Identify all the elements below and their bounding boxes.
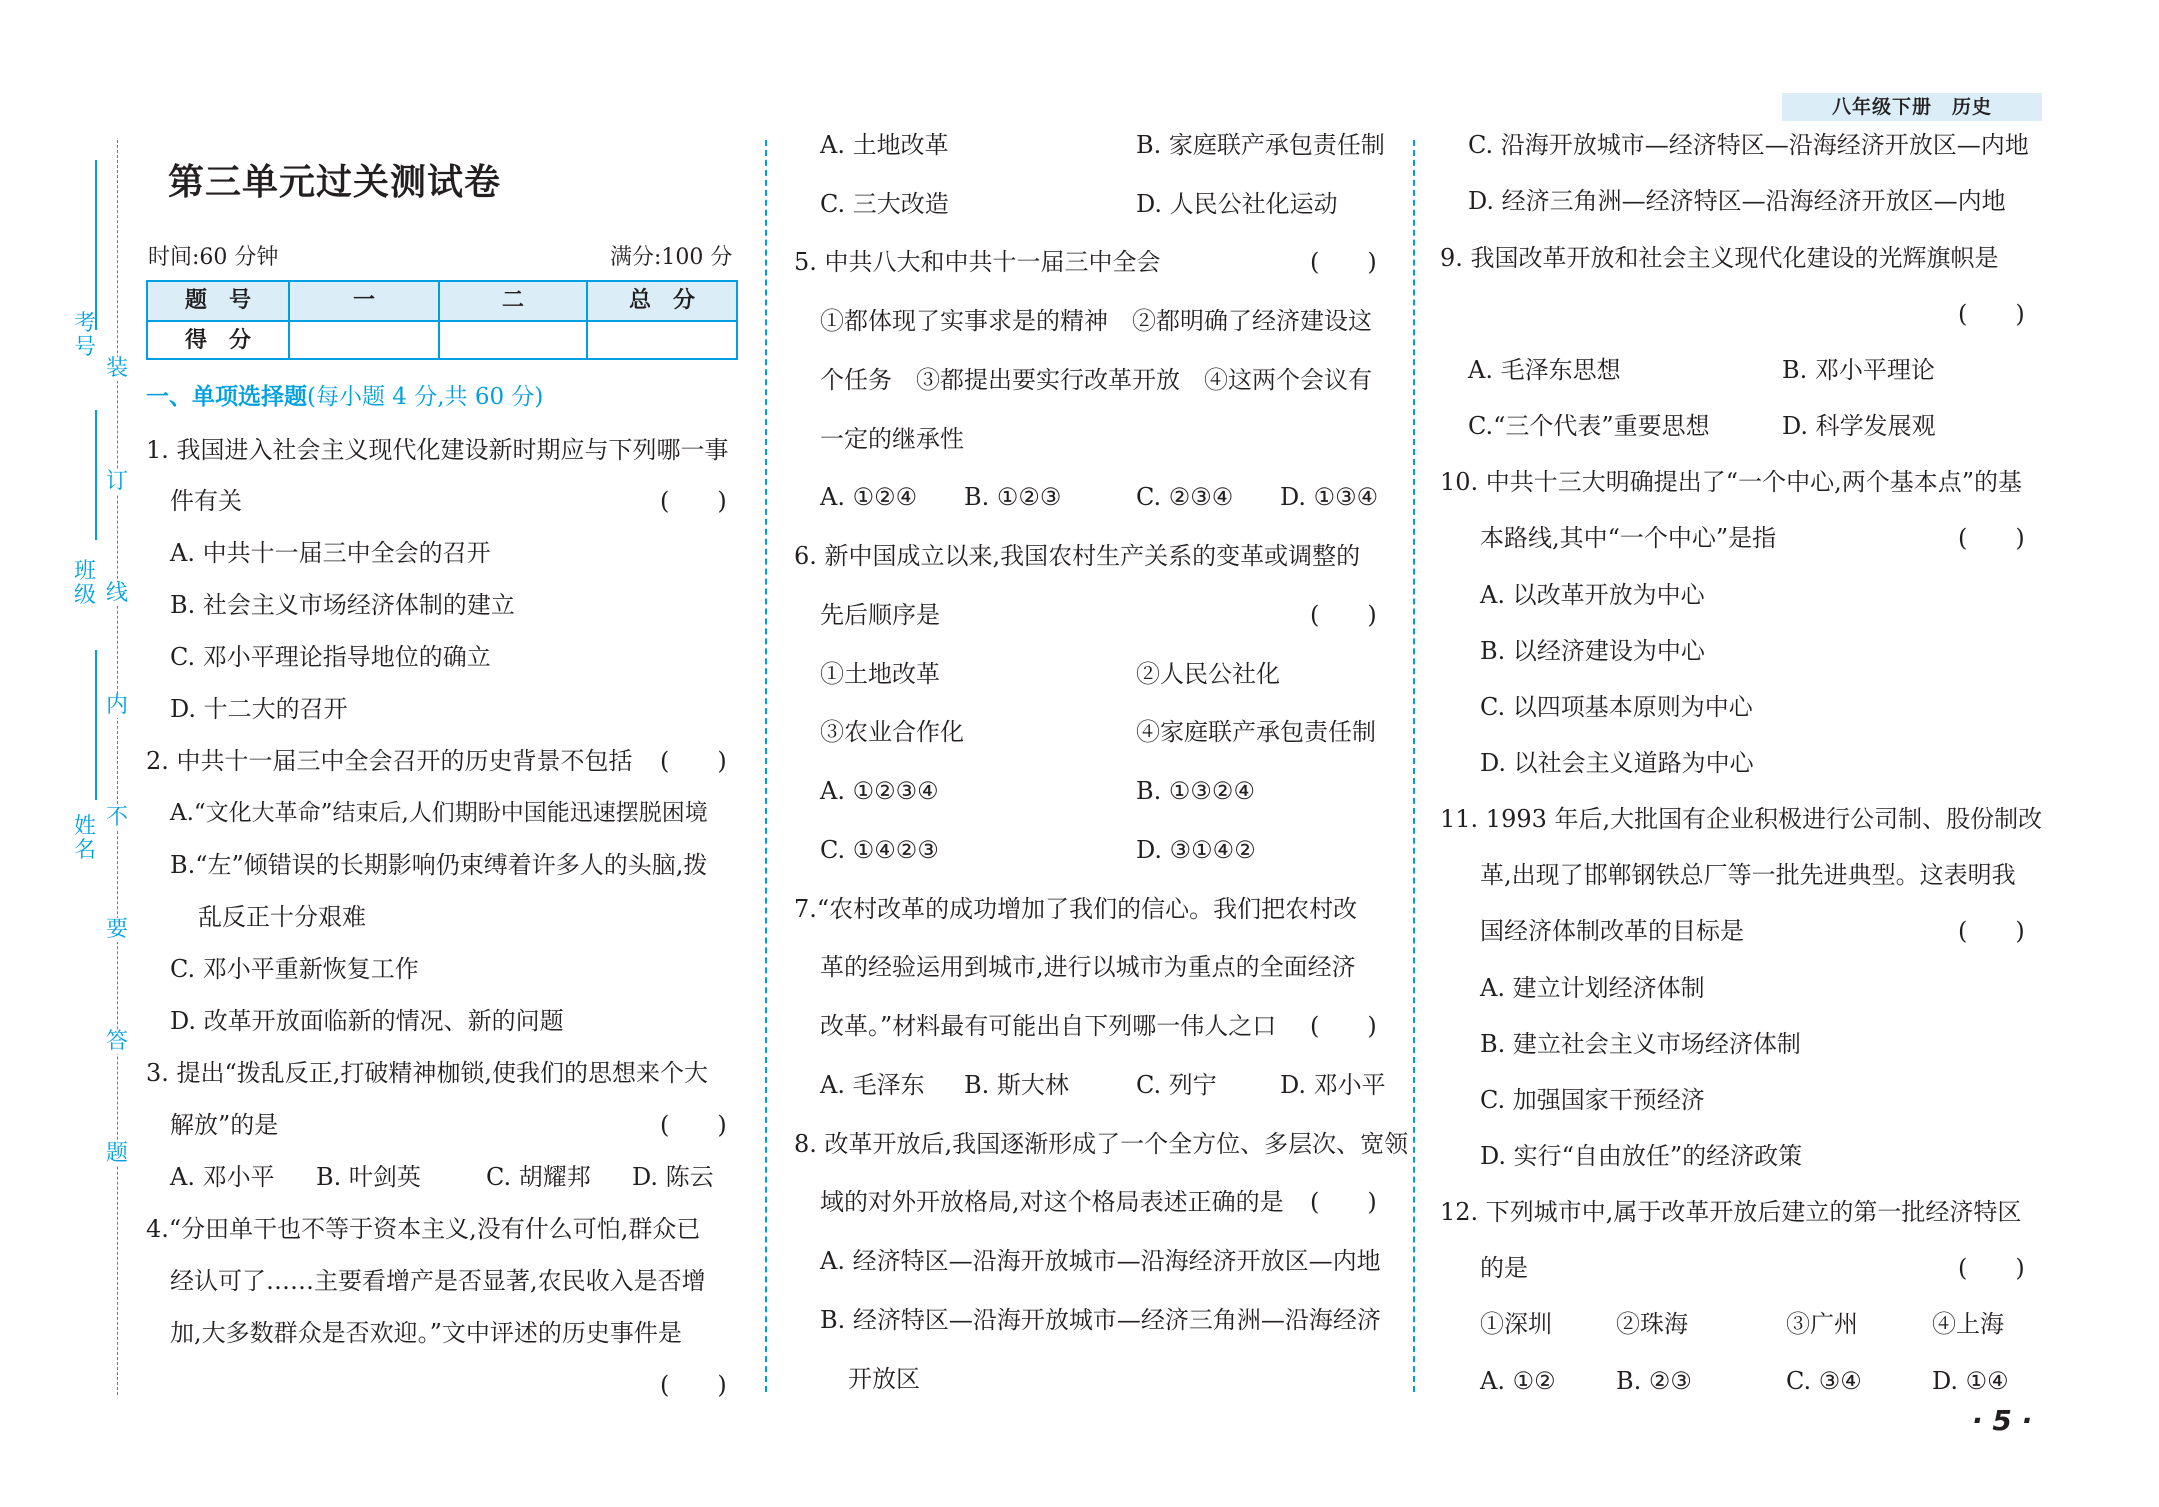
statement-text: ③农业合作化 — [820, 718, 964, 746]
question-text: 8. 改革开放后,我国逐渐形成了一个全方位、多层次、宽领 — [794, 1130, 1409, 1158]
question-text: 12. 下列城市中,属于改革开放后建立的第一批经济特区 — [1440, 1198, 2022, 1226]
answer-blank[interactable]: ( ) — [1310, 1012, 1377, 1040]
statement-text: 一定的继承性 — [820, 425, 964, 453]
question-text: 经认可了……主要看增产是否显著,农民收入是否增 — [170, 1267, 706, 1295]
answer-blank[interactable]: ( ) — [1310, 601, 1377, 629]
option-text: B. 斯大林 — [964, 1071, 1069, 1099]
option-text: D. 以社会主义道路为中心 — [1480, 749, 1754, 777]
question-text: 2. 中共十一届三中全会召开的历史背景不包括 — [146, 747, 633, 775]
option-text: C. ①④②③ — [820, 836, 939, 864]
option-text: A. 毛泽东 — [820, 1071, 925, 1099]
option-text: C. 邓小平理论指导地位的确立 — [170, 643, 491, 671]
section-note: (每小题 4 分,共 60 分) — [307, 384, 544, 410]
option-text: A. ①② — [1480, 1367, 1556, 1395]
answer-blank[interactable]: ( ) — [1310, 1188, 1377, 1216]
question-text: 9. 我国改革开放和社会主义现代化建设的光辉旗帜是 — [1440, 244, 1999, 272]
option-text: C. 以四项基本原则为中心 — [1480, 693, 1753, 721]
option-text: B. 经济特区—沿海开放城市—经济三角洲—沿海经济 — [820, 1306, 1381, 1334]
question-text: 3. 提出“拨乱反正,打破精神枷锁,使我们的思想来个大 — [146, 1059, 709, 1087]
question-text: 7.“农村改革的成功增加了我们的信心。我们把农村改 — [794, 895, 1358, 923]
statement-text: ②珠海 — [1616, 1310, 1688, 1338]
score-header-cell: 题 号 — [148, 282, 290, 320]
question-text: 域的对外开放格局,对这个格局表述正确的是 — [820, 1188, 1284, 1216]
option-text: A. ①②③④ — [820, 777, 939, 805]
option-text: C. 邓小平重新恢复工作 — [170, 955, 419, 983]
binding-char: 题 — [105, 1141, 128, 1166]
page-number: · 5 · — [1972, 1404, 2033, 1437]
score-header-cell: 一 — [290, 282, 440, 320]
binding-dashed-line — [117, 140, 118, 1395]
column-divider — [1413, 140, 1415, 1392]
answer-blank[interactable]: ( ) — [1958, 524, 2025, 552]
question-text: 4.“分田单干也不等于资本主义,没有什么可怕,群众已 — [146, 1215, 701, 1243]
option-text: A. ①②④ — [820, 483, 918, 511]
answer-blank[interactable]: ( ) — [660, 1371, 727, 1399]
option-text: B. ①③②④ — [1136, 777, 1255, 805]
option-text: B. 以经济建设为中心 — [1480, 637, 1705, 665]
score-header-cell: 二 — [440, 282, 588, 320]
question-text: 解放”的是 — [170, 1111, 279, 1139]
option-text: B. ①②③ — [964, 483, 1062, 511]
option-text: A. 建立计划经济体制 — [1480, 974, 1705, 1002]
option-text: D. 邓小平 — [1280, 1071, 1386, 1099]
question-text: 6. 新中国成立以来,我国农村生产关系的变革或调整的 — [794, 542, 1361, 570]
question-text: 10. 中共十三大明确提出了“一个中心,两个基本点”的基 — [1440, 468, 2022, 496]
option-text: D. ③①④② — [1136, 836, 1256, 864]
option-text: A. 邓小平 — [170, 1163, 275, 1191]
option-text: D. 陈云 — [632, 1163, 714, 1191]
binding-char: 线 — [105, 581, 128, 606]
statement-text: ③广州 — [1786, 1310, 1858, 1338]
binding-char: 订 — [105, 469, 128, 494]
question-text: 革的经验运用到城市,进行以城市为重点的全面经济 — [820, 953, 1356, 981]
grade-subject-tag: 八年级下册 历史 — [1782, 93, 2042, 121]
option-text: C. 胡耀邦 — [486, 1163, 591, 1191]
name-label: 姓名 — [73, 814, 96, 863]
answer-blank[interactable]: ( ) — [660, 1111, 727, 1139]
binding-char: 答 — [105, 1029, 128, 1054]
option-text: B. 社会主义市场经济体制的建立 — [170, 591, 515, 619]
answer-blank[interactable]: ( ) — [660, 747, 727, 775]
class-label: 班级 — [73, 559, 96, 608]
option-text: C. 列宁 — [1136, 1071, 1217, 1099]
option-text: C. ②③④ — [1136, 483, 1234, 511]
score-header-cell: 总 分 — [588, 282, 736, 320]
section-title: 一、单项选择题 — [146, 384, 307, 410]
binding-char: 内 — [105, 693, 128, 718]
question-text: 件有关 — [170, 487, 242, 515]
question-text: 加,大多数群众是否欢迎。”文中评述的历史事件是 — [170, 1319, 682, 1347]
option-text: B. 建立社会主义市场经济体制 — [1480, 1030, 1801, 1058]
option-text: D. 实行“自由放任”的经济政策 — [1480, 1142, 1803, 1170]
option-text: B. 家庭联产承包责任制 — [1136, 131, 1385, 159]
statement-text: ④家庭联产承包责任制 — [1136, 718, 1376, 746]
option-text: D. ①④ — [1932, 1367, 2009, 1395]
column-divider — [765, 140, 767, 1392]
option-text: D. 人民公社化运动 — [1136, 190, 1338, 218]
score-input-cell[interactable] — [440, 320, 588, 358]
statement-text: ①都体现了实事求是的精神 ②都明确了经济建设这 — [820, 307, 1372, 335]
binding-char: 要 — [105, 917, 128, 942]
question-text: 本路线,其中“一个中心”是指 — [1480, 524, 1777, 552]
binding-char: 不 — [105, 805, 128, 830]
option-text: D. 十二大的召开 — [170, 695, 348, 723]
exam-full-score: 满分:100 分 — [610, 245, 733, 270]
statement-text: 个任务 ③都提出要实行改革开放 ④这两个会议有 — [820, 366, 1372, 394]
binding-line — [95, 650, 97, 800]
statement-text: ①土地改革 — [820, 660, 940, 688]
answer-blank[interactable]: ( ) — [1958, 300, 2025, 328]
question-text: 国经济体制改革的目标是 — [1480, 917, 1744, 945]
binding-line — [95, 160, 97, 330]
question-text: 的是 — [1480, 1254, 1528, 1282]
option-text: C. 加强国家干预经济 — [1480, 1086, 1705, 1114]
question-text: 1. 我国进入社会主义现代化建设新时期应与下列哪一事 — [146, 436, 729, 464]
answer-blank[interactable]: ( ) — [1958, 917, 2025, 945]
option-text: A. 毛泽东思想 — [1468, 356, 1621, 384]
score-row-label: 得 分 — [148, 320, 290, 358]
option-text: 乱反正十分艰难 — [198, 903, 366, 931]
question-text: 先后顺序是 — [820, 601, 940, 629]
exam-title: 第三单元过关测试卷 — [168, 161, 502, 203]
option-text: D. 科学发展观 — [1782, 412, 1936, 440]
statement-text: ①深圳 — [1480, 1310, 1552, 1338]
exam-time: 时间:60 分钟 — [148, 245, 279, 270]
answer-blank[interactable]: ( ) — [660, 487, 727, 515]
section-heading — [146, 382, 543, 412]
score-input-cell[interactable] — [588, 320, 736, 358]
score-input-cell[interactable] — [290, 320, 440, 358]
option-text: A. 经济特区—沿海开放城市—沿海经济开放区—内地 — [820, 1247, 1381, 1275]
statement-text: ④上海 — [1932, 1310, 2004, 1338]
question-text: 改革。”材料最有可能出自下列哪一伟人之口 — [820, 1012, 1277, 1040]
answer-blank[interactable]: ( ) — [1958, 1254, 2025, 1282]
option-text: C.“三个代表”重要思想 — [1468, 412, 1710, 440]
option-text: D. 改革开放面临新的情况、新的问题 — [170, 1007, 564, 1035]
option-text: B. 叶剑英 — [316, 1163, 421, 1191]
option-text: A. 以改革开放为中心 — [1480, 581, 1705, 609]
option-text: C. ③④ — [1786, 1367, 1862, 1395]
option-text: A.“文化大革命”结束后,人们期盼中国能迅速摆脱困境 — [170, 800, 708, 826]
score-table — [146, 280, 738, 360]
option-text: B. 邓小平理论 — [1782, 356, 1935, 384]
statement-text: ②人民公社化 — [1136, 660, 1280, 688]
option-text: D. 经济三角洲—经济特区—沿海经济开放区—内地 — [1468, 187, 2006, 215]
option-text: A. 中共十一届三中全会的召开 — [170, 539, 491, 567]
question-text: 革,出现了邯郸钢铁总厂等一批先进典型。这表明我 — [1480, 861, 2016, 889]
question-text: 5. 中共八大和中共十一届三中全会 — [794, 248, 1161, 276]
binding-line — [95, 410, 97, 540]
option-text: 开放区 — [848, 1365, 920, 1393]
binding-char: 装 — [105, 356, 128, 381]
question-text: 11. 1993 年后,大批国有企业积极进行公司制、股份制改 — [1440, 805, 2043, 833]
answer-blank[interactable]: ( ) — [1310, 248, 1377, 276]
option-text: C. 三大改造 — [820, 190, 949, 218]
exam-no-label: 考号 — [73, 311, 96, 360]
option-text: B. ②③ — [1616, 1367, 1692, 1395]
option-text: C. 沿海开放城市—经济特区—沿海经济开放区—内地 — [1468, 131, 2029, 159]
option-text: D. ①③④ — [1280, 483, 1379, 511]
option-text: A. 土地改革 — [820, 131, 949, 159]
option-text: B.“左”倾错误的长期影响仍束缚着许多人的头脑,拨 — [170, 851, 708, 879]
